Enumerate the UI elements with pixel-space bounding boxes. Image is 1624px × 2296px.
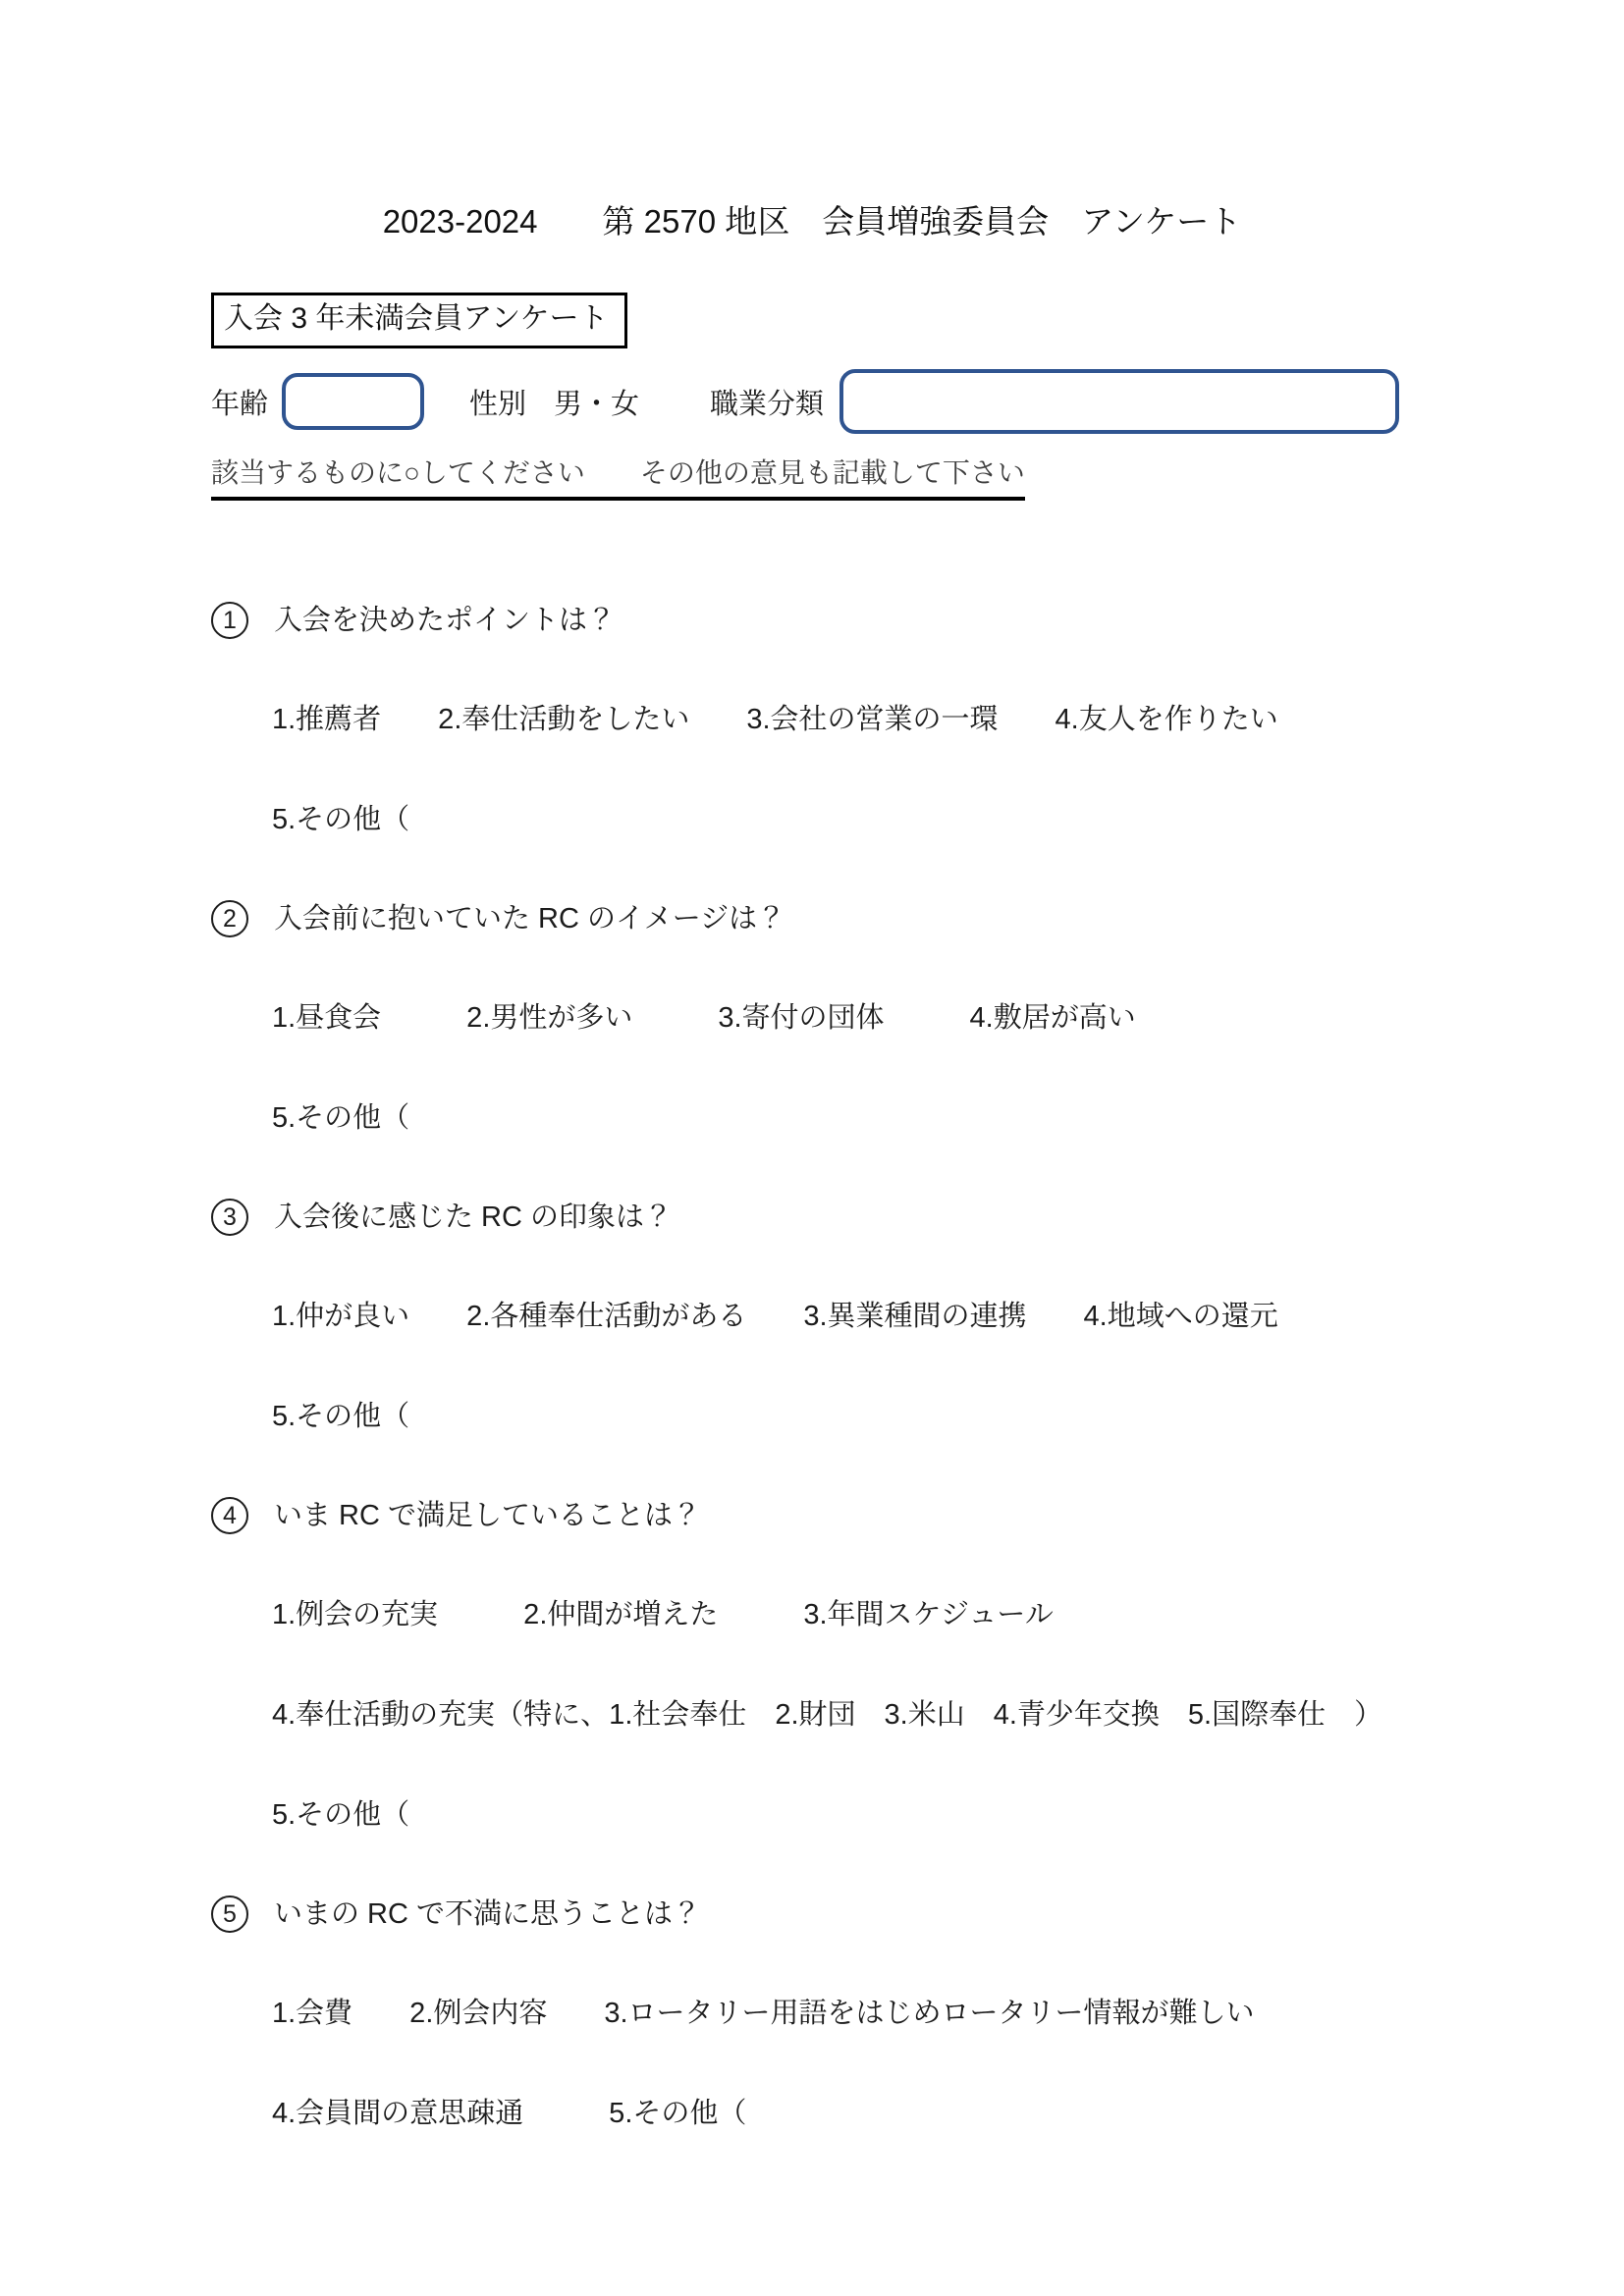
question-block-2 bbox=[0, 900, 1624, 1138]
question-4-circled-number: 4 bbox=[211, 1497, 248, 1534]
age-input-box[interactable] bbox=[282, 373, 424, 430]
question-2-text: 入会前に抱いていた RC のイメージは？ bbox=[274, 903, 786, 934]
survey-target-label-box bbox=[211, 293, 627, 348]
question-4-options-row-2: 4.奉仕活動の充実（特に、1.社会奉仕 2.財団 3.米山 4.青少年交換 5.国際奉仕 ） bbox=[272, 1699, 1383, 1731]
question-3-circled-number: 3 bbox=[211, 1199, 248, 1236]
page-title: 2023-2024 第 2570 地区 会員増強委員会 アンケート bbox=[382, 203, 1242, 240]
question-1-other-row: 5.その他（ bbox=[272, 804, 410, 835]
question-2-circled-number: 2 bbox=[211, 900, 248, 937]
question-1-text: 入会を決めたポイントは？ bbox=[274, 605, 617, 636]
question-block-1 bbox=[0, 602, 1624, 839]
question-2-options-row: 1.昼食会 2.男性が多い 3.寄付の団体 4.敷居が高い bbox=[272, 1002, 1136, 1034]
question-5-options-row-1: 1.会費 2.例会内容 3.ロータリー用語をはじめロータリー情報が難しい bbox=[272, 1998, 1255, 2029]
question-4-options-row-1: 1.例会の充実 2.仲間が増えた 3.年間スケジュール bbox=[272, 1599, 1054, 1630]
question-4-heading bbox=[211, 1497, 1624, 1534]
question-5-heading bbox=[211, 1896, 1624, 1933]
question-5-circled-number: 5 bbox=[211, 1896, 248, 1933]
gender-options: 男・女 bbox=[554, 388, 640, 420]
age-label: 年齢 bbox=[211, 388, 269, 420]
question-1-circled-number: 1 bbox=[211, 602, 248, 639]
question-3-text: 入会後に感じた RC の印象は？ bbox=[274, 1201, 674, 1233]
occupation-input-box[interactable] bbox=[839, 369, 1399, 434]
question-4-text: いま RC で満足していることは？ bbox=[274, 1500, 702, 1531]
question-3-options-row: 1.仲が良い 2.各種奉仕活動がある 3.異業種間の連携 4.地域への還元 bbox=[272, 1301, 1278, 1332]
instruction-text: 該当するものに○してください その他の意見も記載して下さい bbox=[211, 456, 1025, 501]
gender-label: 性別 bbox=[469, 388, 527, 420]
question-5-text: いまの RC で不満に思うことは？ bbox=[274, 1898, 702, 1930]
question-5-options-row-2: 4.会員間の意思疎通 5.その他（ bbox=[272, 2098, 747, 2129]
question-1-options-row: 1.推薦者 2.奉仕活動をしたい 3.会社の営業の一環 4.友人を作りたい bbox=[272, 704, 1278, 735]
question-3-heading bbox=[211, 1199, 1624, 1236]
question-1-heading bbox=[211, 602, 1624, 639]
question-block-3 bbox=[0, 1199, 1624, 1436]
question-2-other-row: 5.その他（ bbox=[272, 1102, 410, 1134]
respondent-info-row bbox=[211, 366, 1624, 437]
question-3-other-row: 5.その他（ bbox=[272, 1401, 410, 1432]
question-2-heading bbox=[211, 900, 1624, 937]
survey-target-label: 入会 3 年未満会員アンケート bbox=[224, 302, 609, 335]
question-block-5 bbox=[0, 1896, 1624, 2133]
question-block-4 bbox=[0, 1497, 1624, 1835]
question-4-other-row: 5.その他（ bbox=[272, 1799, 410, 1831]
occupation-label: 職業分類 bbox=[710, 388, 825, 420]
